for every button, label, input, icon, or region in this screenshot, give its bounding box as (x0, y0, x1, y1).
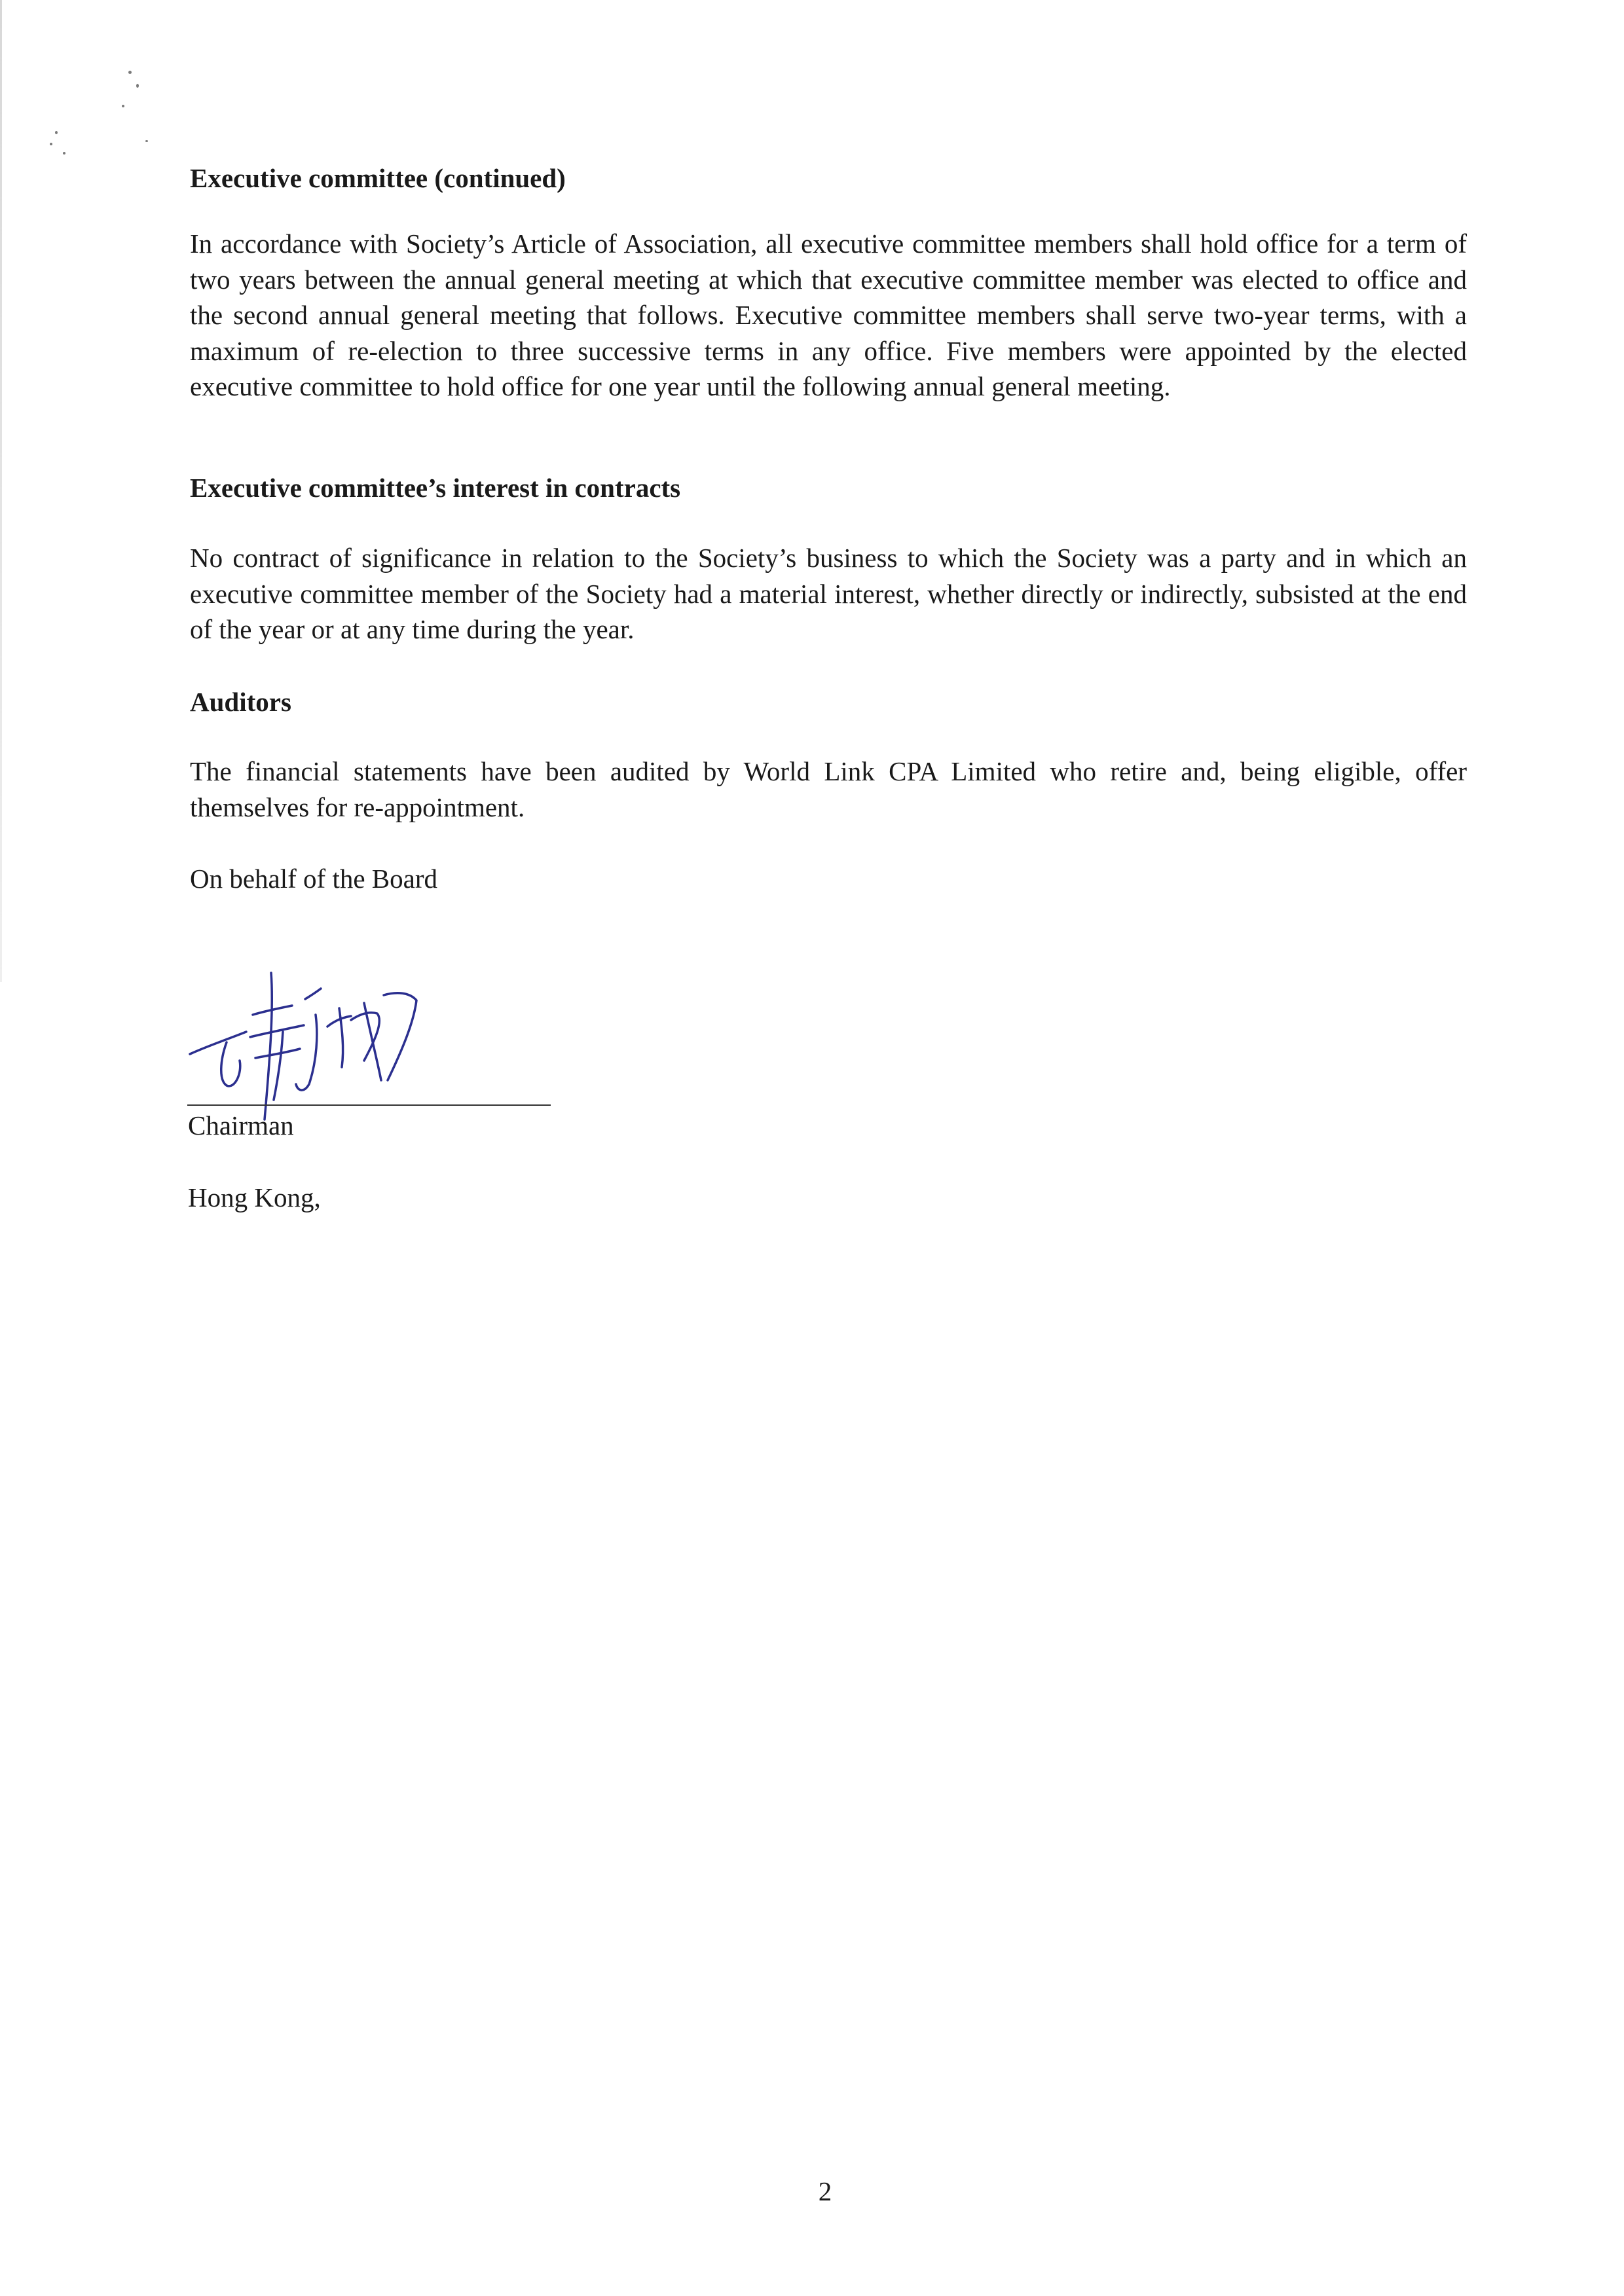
section-heading-interest-in-contracts: Executive committee’s interest in contracts (190, 473, 681, 503)
paragraph-auditors: The financial statements have been audited by World Link CPA Limited who retire and, being eligible, offer themselves for re-appointment. (190, 756, 1467, 822)
signatory-title: Chairman (188, 1110, 294, 1140)
section-heading-auditors: Auditors (190, 687, 291, 717)
scan-speck (128, 71, 132, 74)
scan-page-edge (0, 0, 2, 982)
paragraph-executive-committee-terms: In accordance with Society’s Article of Association, all executive committee members shall hold office for a term of two years between the annual general meeting at which that executive committee member was elected to office and the second annual general meeting that follows. Executive committee members shall serve two-year terms, with a maximum of re-election to three successive terms in any office. Five members were appointed by the elected executive committee to hold office for one year until the following annual general meeting. (190, 228, 1467, 401)
scan-speck (136, 84, 139, 88)
page-number: 2 (818, 2176, 832, 2206)
scan-speck (145, 140, 148, 142)
section-heading-executive-committee: Executive committee (continued) (190, 163, 566, 193)
on-behalf-of-board: On behalf of the Board (190, 864, 437, 894)
location-line: Hong Kong, (188, 1182, 321, 1212)
scan-speck (55, 131, 58, 134)
signature-line (187, 1104, 551, 1106)
scan-speck (50, 143, 52, 145)
paragraph-interest-in-contracts: No contract of significance in relation to the Society’s business to which the Society was a party and in which an executive committee member of the Society had a material interest, whether directly or indirectly, subsisted at the end of the year or at any time during the year. (190, 543, 1467, 644)
scan-speck (63, 152, 65, 155)
scan-speck (122, 105, 124, 107)
